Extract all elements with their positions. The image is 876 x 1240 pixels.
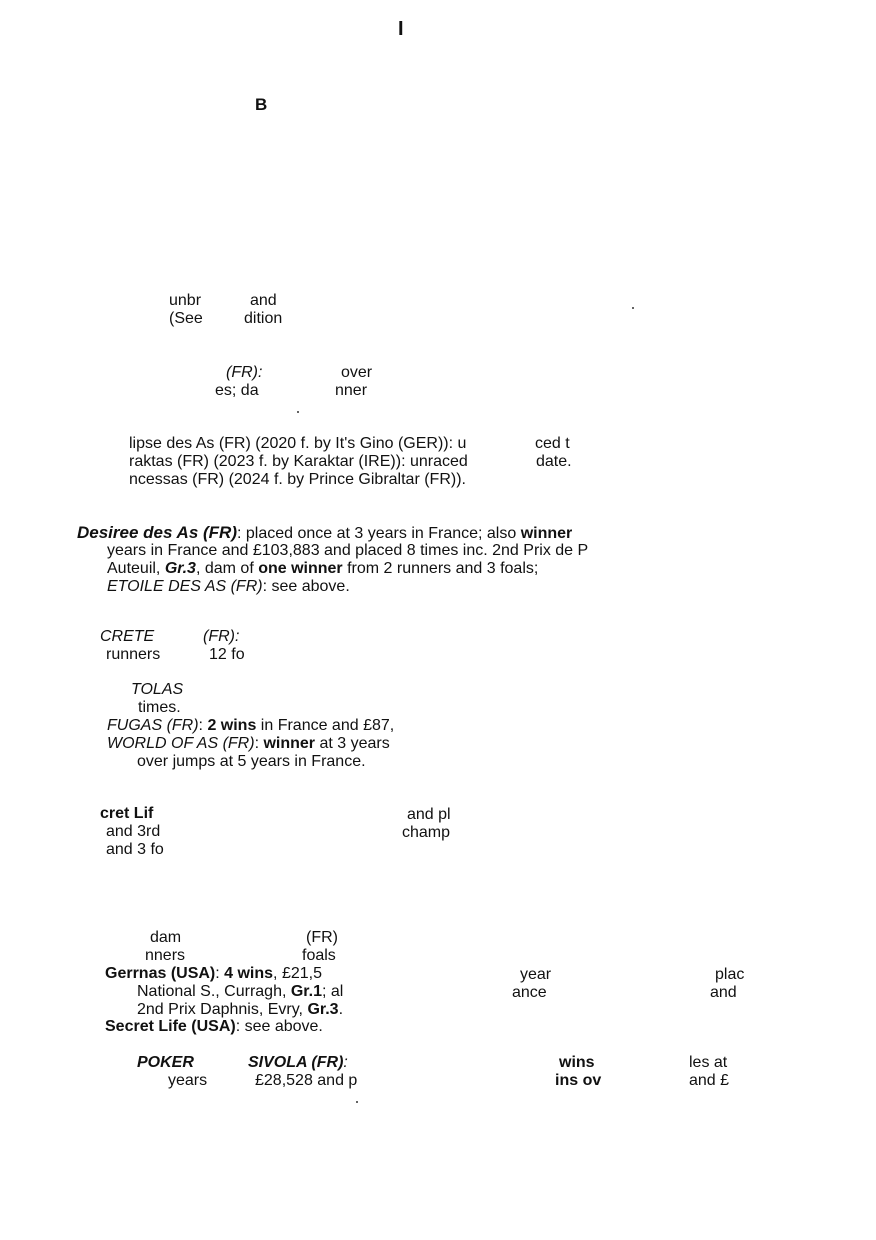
tolas-name: TOLAS	[131, 681, 184, 698]
sec3-line1b: ced t	[535, 435, 570, 452]
speck	[356, 1101, 358, 1103]
speck	[632, 307, 634, 309]
header-mark-b: B	[255, 95, 268, 114]
poker-p2: SIVOLA (FR):	[248, 1054, 348, 1071]
sec2-b2: nner	[335, 382, 368, 399]
fugas-line: FUGAS (FR): 2 wins in France and £87,	[107, 717, 395, 734]
poker-p1: POKER	[137, 1054, 194, 1071]
crete-r2: 12 fo	[209, 646, 245, 663]
gerrnas-r2b: and	[710, 984, 737, 1001]
dam-b2: foals	[302, 947, 336, 964]
jumps-line: over jumps at 5 years in France.	[137, 753, 366, 770]
crete-r1: runners	[106, 646, 161, 663]
desiree-name: Desiree des As (FR)	[77, 523, 237, 542]
dam-a2: (FR)	[306, 929, 338, 946]
sec2-b1: es; da	[215, 382, 259, 399]
sec1-a1: unbr	[169, 292, 202, 309]
secret-l2b: champ	[402, 824, 451, 841]
speck	[297, 411, 299, 413]
sec2-a1: (FR):	[226, 364, 263, 381]
desiree-line3: Auteuil, Gr.3, dam of one winner from 2 runners and 3 foals;	[107, 560, 539, 577]
gerrnas-r2a: ance	[512, 984, 547, 1001]
header-mark-i: I	[398, 18, 404, 40]
crete-c2: (FR):	[203, 628, 240, 645]
sec1-a2: and	[250, 292, 277, 309]
crete-c1: CRETE	[100, 628, 155, 645]
secret-l2a: and 3rd	[106, 823, 161, 840]
secret-life-line: Secret Life (USA): see above.	[105, 1018, 323, 1035]
desiree-line2: years in France and £103,883 and placed 8 times inc. 2nd Prix de P	[107, 542, 589, 559]
gerrnas-r1b: plac	[715, 966, 745, 983]
secret-r1b: and pl	[407, 806, 451, 823]
poker-wins: wins	[559, 1054, 595, 1071]
poker-years: years	[168, 1072, 208, 1089]
sec1-b1: (See	[169, 310, 203, 327]
secret-l3: and 3 fo	[106, 841, 164, 858]
gerrnas-line3: 2nd Prix Daphnis, Evry, Gr.3.	[137, 1001, 344, 1018]
sec3-line3: ncessas (FR) (2024 f. by Prince Gibraltar (FR)).	[129, 471, 466, 488]
secret-name: cret Lif	[100, 805, 154, 822]
gerrnas-line1: Gerrnas (USA): 4 wins, £21,5	[105, 965, 322, 982]
sec2-a2: over	[341, 364, 373, 381]
world-line: WORLD OF AS (FR): winner at 3 years	[107, 735, 390, 752]
dam-a1: dam	[150, 929, 182, 946]
desiree-line4: ETOILE DES AS (FR): see above.	[107, 578, 350, 595]
poker-ins: ins ov	[555, 1072, 602, 1089]
sec3-line2b: date.	[536, 453, 572, 470]
sec1-b2: dition	[244, 310, 283, 327]
poker-les: les at	[689, 1054, 728, 1071]
desiree-line1: Desiree des As (FR): placed once at 3 years in France; also winner	[77, 523, 573, 542]
tolas-times: times.	[138, 699, 181, 716]
gerrnas-r1a: year	[520, 966, 552, 983]
gerrnas-line2: National S., Curragh, Gr.1; al	[137, 983, 344, 1000]
sec3-line2a: raktas (FR) (2023 f. by Karaktar (IRE)): unraced	[129, 453, 468, 470]
poker-amount: £28,528 and p	[255, 1072, 358, 1089]
sec3-line1a: lipse des As (FR) (2020 f. by It's Gino (GER)): u	[129, 435, 467, 452]
dam-b1: nners	[145, 947, 186, 964]
poker-and: and £	[689, 1072, 730, 1089]
